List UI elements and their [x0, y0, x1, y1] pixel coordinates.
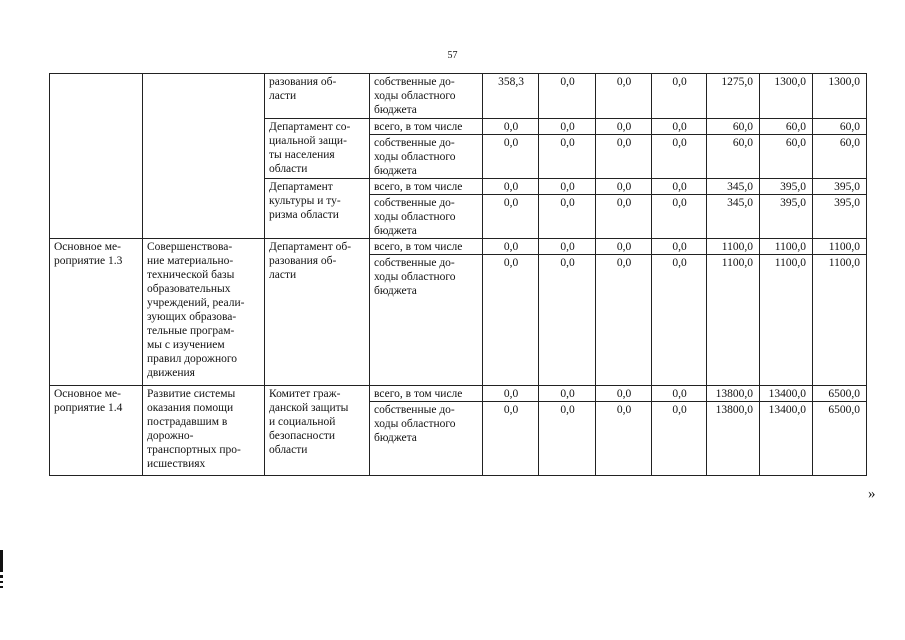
- cell-source: [370, 119, 483, 135]
- budget-table: [49, 73, 867, 476]
- org-text: Комитет граж- данской защиты и социальной безопасности области: [269, 388, 349, 456]
- cell-measure-empty: [50, 74, 143, 239]
- cell-source: [370, 386, 483, 402]
- cell-value: 0,0: [483, 239, 539, 255]
- cell-value: 0,0: [539, 135, 596, 179]
- cell-title: [143, 386, 265, 476]
- cell-value: 0,0: [483, 135, 539, 179]
- cell-org: [265, 179, 370, 239]
- cell-value: 0,0: [596, 402, 652, 476]
- cell-measure: [50, 239, 143, 386]
- cell-value: 0,0: [483, 255, 539, 386]
- cell-value: 1100,0: [760, 239, 813, 255]
- source-text: собственные до- ходы областного бюджета: [374, 137, 456, 177]
- cell-title-empty: [143, 74, 265, 239]
- cell-value: 0,0: [539, 119, 596, 135]
- cell-value: 345,0: [707, 179, 760, 195]
- cell-value: 13800,0: [707, 402, 760, 476]
- cell-value: 1100,0: [760, 255, 813, 386]
- org-text: Департамент со- циальной защи- ты населения области: [269, 121, 351, 175]
- source-text: всего, в том числе: [374, 388, 463, 400]
- cell-org: [265, 386, 370, 476]
- cell-value: 0,0: [539, 239, 596, 255]
- cell-value: 0,0: [483, 386, 539, 402]
- cell-value: 6500,0: [813, 402, 867, 476]
- cell-value: 1275,0: [707, 74, 760, 119]
- cell-source: [370, 74, 483, 119]
- cell-value: 0,0: [596, 195, 652, 239]
- cell-value: 0,0: [596, 255, 652, 386]
- measure-text: Основное ме- роприятие 1.4: [54, 388, 123, 414]
- cell-value: 0,0: [539, 402, 596, 476]
- cell-value: 1100,0: [707, 255, 760, 386]
- cell-value: 6500,0: [813, 386, 867, 402]
- cell-value: 60,0: [760, 119, 813, 135]
- cell-value: 0,0: [539, 74, 596, 119]
- cell-source: [370, 239, 483, 255]
- cell-value: 0,0: [596, 135, 652, 179]
- cell-value: 1300,0: [813, 74, 867, 119]
- source-text: собственные до- ходы областного бюджета: [374, 404, 456, 444]
- source-text: собственные до- ходы областного бюджета: [374, 76, 456, 116]
- table-row: [50, 239, 867, 255]
- cell-value: 0,0: [652, 386, 707, 402]
- cell-value: 0,0: [539, 195, 596, 239]
- cell-value: 60,0: [813, 119, 867, 135]
- cell-value: 395,0: [813, 179, 867, 195]
- measure-text: Основное ме- роприятие 1.3: [54, 241, 123, 267]
- cell-value: 0,0: [483, 119, 539, 135]
- org-text: разования об- ласти: [269, 76, 337, 102]
- cell-value: 60,0: [813, 135, 867, 179]
- cell-source: [370, 255, 483, 386]
- cell-value: 0,0: [652, 195, 707, 239]
- cell-value: 0,0: [652, 402, 707, 476]
- org-text: Департамент об- разования об- ласти: [269, 241, 352, 281]
- cell-value: 1100,0: [707, 239, 760, 255]
- cell-value: 0,0: [539, 255, 596, 386]
- cell-title: [143, 239, 265, 386]
- cell-value: 13400,0: [760, 402, 813, 476]
- cell-value: 0,0: [483, 179, 539, 195]
- cell-value: 0,0: [596, 239, 652, 255]
- cell-value: 1100,0: [813, 239, 867, 255]
- cell-value: 395,0: [813, 195, 867, 239]
- cell-measure: [50, 386, 143, 476]
- cell-org: [265, 119, 370, 179]
- source-text: собственные до- ходы областного бюджета: [374, 197, 456, 237]
- cell-value: 0,0: [596, 74, 652, 119]
- cell-source: [370, 195, 483, 239]
- cell-value: 13800,0: [707, 386, 760, 402]
- cell-value: 60,0: [760, 135, 813, 179]
- cell-value: 0,0: [483, 402, 539, 476]
- cell-org: [265, 74, 370, 119]
- cell-value: 1100,0: [813, 255, 867, 386]
- cell-value: 0,0: [652, 255, 707, 386]
- table-row: [50, 74, 867, 119]
- cell-value: 0,0: [596, 179, 652, 195]
- table-row: [50, 386, 867, 402]
- cell-value: 0,0: [652, 179, 707, 195]
- cell-value: 60,0: [707, 135, 760, 179]
- cell-source: [370, 402, 483, 476]
- closing-quote: »: [868, 486, 876, 502]
- cell-value: 395,0: [760, 195, 813, 239]
- scan-edge-mark: [0, 550, 4, 610]
- cell-org: [265, 239, 370, 386]
- source-text: всего, в том числе: [374, 121, 463, 133]
- source-text: всего, в том числе: [374, 241, 463, 253]
- source-text: собственные до- ходы областного бюджета: [374, 257, 456, 297]
- cell-source: [370, 179, 483, 195]
- cell-value: 60,0: [707, 119, 760, 135]
- page-number: 57: [447, 50, 458, 61]
- cell-value: 395,0: [760, 179, 813, 195]
- title-text: Развитие системы оказания помощи пострадавшим в дорожно- транспортных про- исшествиях: [147, 388, 241, 470]
- cell-value: 13400,0: [760, 386, 813, 402]
- cell-value: 0,0: [652, 74, 707, 119]
- cell-value: 0,0: [652, 119, 707, 135]
- cell-value: 0,0: [483, 195, 539, 239]
- cell-value: 1300,0: [760, 74, 813, 119]
- source-text: всего, в том числе: [374, 181, 463, 193]
- org-text: Департамент культуры и ту- ризма области: [269, 181, 341, 221]
- cell-value: 0,0: [596, 119, 652, 135]
- cell-value: 0,0: [652, 135, 707, 179]
- cell-source: [370, 135, 483, 179]
- cell-value: 0,0: [596, 386, 652, 402]
- cell-value: 0,0: [539, 179, 596, 195]
- cell-value: 0,0: [539, 386, 596, 402]
- cell-value: 358,3: [483, 74, 539, 119]
- title-text: Совершенствова- ние материально- технической базы образовательных учреждений, реали- зующих образова- тельные програм- мы с изучением правил дорожного движения: [147, 241, 245, 379]
- cell-value: 0,0: [652, 239, 707, 255]
- cell-value: 345,0: [707, 195, 760, 239]
